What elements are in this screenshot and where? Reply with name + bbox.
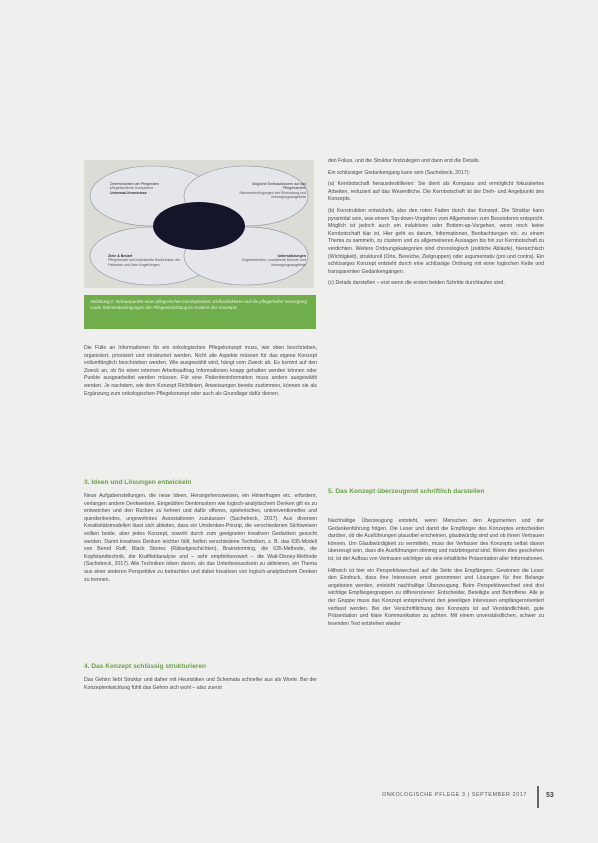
- footer-divider: [537, 786, 539, 808]
- diagram-svg: [84, 160, 314, 288]
- list-item-a: (a) Kernbotschaft herausdestillieren: Sie dient als Kompass und ermöglicht fokussiertes Arbeiten, reduziert auf das Wesentliche. Die Kernbotschaft ist der Dreh- und Angelpunkt des Konzepts.: [328, 181, 544, 203]
- journal-footer: ONKOLOGISCHE PFLEGE 3 | SEPTEMBER 2017: [382, 792, 527, 798]
- right-bottom-text: Nachhaltige Überzeugung entsteht, wenn Menschen den Argumenten und der Gedankenführung folgen. Die Leser und damit die Empfänger des Konzeptes entscheiden darüber, ob die Ausführungen plausibel erscheinen, glaubwürdig sind und ob ihnen Vertrauen können. Um Glaubwürdigkeit zu vermitteln, muss der Verfasser des Konzepts selbst davon überzeugt sein, dass die Ausführungen stimmig und nutzbringend sind. Wenn dies geschehen ist, ist der Aufbau von Vertrauen wichtiger als eine inhaltliche Präsentation aller Informationen. Hilfreich ist hier ein Perspektivwechsel auf die Seite des Empfängers. Gewinnen die Leser den Eindruck, dass ihre Interessen ernst genommen und Lösungen für ihre Belange angeboten werden, entsteht nachhaltige Überzeugung. Beim Perspektivwechsel sind drei wichtige Empfängergruppen zu differenzieren: Entscheider, Beteiligte und Betroffene. Alle je der Gruppe muss das Konzept entsprechend den jeweiligen Interessen empfängerorientiert verfasst werden. Bei der Verschriftlichung des Konzepts ist auf Verständlichkeit, gute Präsentation und klare Kommunikation zu achten. Mit einem unverständlichen, schwer zu lesenden Text entstehen wieder: [328, 518, 544, 627]
- list-item-b: (b) Konstruktion entwickeln, also den roten Faden durch das Konzept. Die Struktur kann pyramidal sein, was einem Top-down-Vorgehen vom Allgemeinen zum Besonderen entspricht. Möglich ist jedoch auch ein induktives oder Bottom-up-Vorgehen, wenn noch keine Kernbotschaft klar ist. Hier geht es darum, Informationen, Beobachtungen etc. zu einem Thema zu sammeln, zu clustern und zu allgemeineren Aussagen bis hin zur Kernbotschaft zu verdichten. Weitere Ordnungskategorien sind chronologisch (zeitliche Abläufe), hierarchisch (Wichtigkeit), strukturell (Orte, Bereiche, Zielgruppen) oder argumentativ (pro und contra). Ein schlüssiges Konzept entsteht durch eine schlüssige Ordnung mit einer logischen Kette und transparenten Gedankengängen.: [328, 207, 544, 275]
- page-number: 53: [546, 792, 554, 799]
- list-item-c: (c) Details darstellen – erst wenn die ersten beiden Schritte durchlaufen sind.: [328, 280, 505, 287]
- heading-structure: 4. Das Konzept schlüssig strukturieren: [84, 663, 207, 670]
- label-bottom-left: Ziele & Bedarf Pflegebedarf und individuelle Bedürfnisse der Patienten und ihrer Angehörigen: [108, 254, 181, 267]
- concept-diagram: [84, 160, 314, 288]
- left-intro: Die Fülle an Informationen für ein onkologisches Pflegekonzept muss, wie oben beschrieben, organisiert, priorisiert und strukturiert werden. Nicht alle Aspekte müssen für das eigene Konzept vollumfänglich beschrieben werden. Wie ausgewählt wird, hängt vom Zweck ab. Es kommt auf den Zweck an, ob für einen internen Arbeitsauftrag Informationen knapp gehalten werden können oder Punkte ausgearbeitet werden müssen. Für eine Patienteninformation muss anders ausgewählt werden. Je nachdem, wie dem Konzept Richtlinien, Anweisungen bereits zustimmen, können sie als Ergänzung zum onkologischen Pflegekonzept oder auch als Grundlage dafür dienen.: [84, 345, 317, 397]
- left-para-ideas: Neue Aufgabenstellungen, die neue Ideen, Herangehensweisen, ein Hinterfragen etc. erfordern, verlangen andere Denkweisen. Eingeübten Denkmustern wie logisch-analytischem Denken gilt es zu entweichen und den Rücken zu kehren und dafür offenes, spielerisches, unkonventionelles und querdenkendes, ungewohntes Assoziationen zuzulassen (Sachebeck, 2017). Aus diversen Kreativitätsmodellen lässt sich ableiten, dass ein Umdenken-Prinzip, die verschiedenen Sichtweisen sollten beide, aber jedes Konzept, sowohl durch zum geeigneten kreativen Gedanken gesucht werden. Damit kreatives Denken leichter fällt, helfen verschiedene Techniken, z. B. das 635-Modell von Bernd Ruff, Black Stories (Rätselgeschichten), Brainstorming, die 635-Methode, die Kopfstandtechnik, die Kraftfeldanalyse und – sehr empfehlenswert – die Walt-Disney-Methode (Sachebeck, 2017). Alle Techniken leben davon, als das Unterbewusstsein zu aktivieren, ein Thema aus einer anderen Perspektive zu betrachten und dabei kreativen von logisch-analytischem Denken zu trennen.: [84, 493, 317, 583]
- figure-caption: Abbildung 2: Schwerpunkte einer pflegerischen Konzeptarbeit: Einflussfaktoren auf die pflegerische Versorgung sowie Rahmenbedingungen der Pflegeeinrichtung im Kontext des Konzepts: [84, 295, 316, 329]
- label-top-left: Determinanten der Pflegenden pflegefachliche Kompetenz Universal-Kenntnisse: [110, 182, 159, 195]
- label-bottom-right: Unterstützungen Gegebenheiten, zusätzliche Dienste und Versorgungsangebote: [241, 254, 306, 267]
- right-top-text: den Fokus, und die Struktur festzulegen und dann erst die Details. Ein schlüssiger Gedankengang kann sein (Sachebeck, 2017): (a) Kernbotschaft herausdestillieren: Sie dient als Kompass und ermöglicht fokussiertes Arbeiten, reduziert auf das Wesentliche. Die Kernbotschaft ist der Dreh- und Angelpunkt des Konzepts. (b) Konstruktion entwickeln, also den roten Faden durch das Konzept. Die Struktur kann pyramidal sein, was einem Top-down-Vorgehen vom Allgemeinen zum Besonderen entspricht. Möglich ist jedoch auch ein induktives oder Bottom-up-Vorgehen, wenn noch keine Kernbotschaft klar ist. Hier geht es darum, Informationen, Beobachtungen etc. zu einem Thema zu sammeln, zu clustern und zu allgemeineren Aussagen bis hin zur Kernbotschaft zu verdichten. Weitere Ordnungskategorien sind chronologisch (zeitliche Abläufe), hierarchisch (Wichtigkeit), strukturell (Orte, Bereiche, Zielgruppen) oder argumentativ (pro und contra). Ein schlüssiges Konzept entsteht durch eine schlüssige Ordnung mit einer logischen Kette und transparenten Gedankengängen. (c) Details darstellen – erst wenn die ersten beiden Schritte durchlaufen sind.: [328, 158, 544, 287]
- heading-present: 5. Das Konzept überzeugend schriftlich darstellen: [328, 488, 485, 495]
- left-para-structure: Das Gehirn liebt Struktur und daher mit Heuristiken und Schemata schneller aus als Worte. Bei der Konzeptentwicklung fühlt das Gehirn sich wohl – also zuerst: [84, 677, 317, 691]
- heading-ideas: 3. Ideen und Lösungen entwickeln: [84, 479, 192, 486]
- center-ellipse: [153, 202, 245, 250]
- label-top-right: Mögliche Einflussfaktoren auf das Pflegehandeln Rahmenbedingungen der Einrichtung und Versorgungsangebote: [239, 182, 306, 200]
